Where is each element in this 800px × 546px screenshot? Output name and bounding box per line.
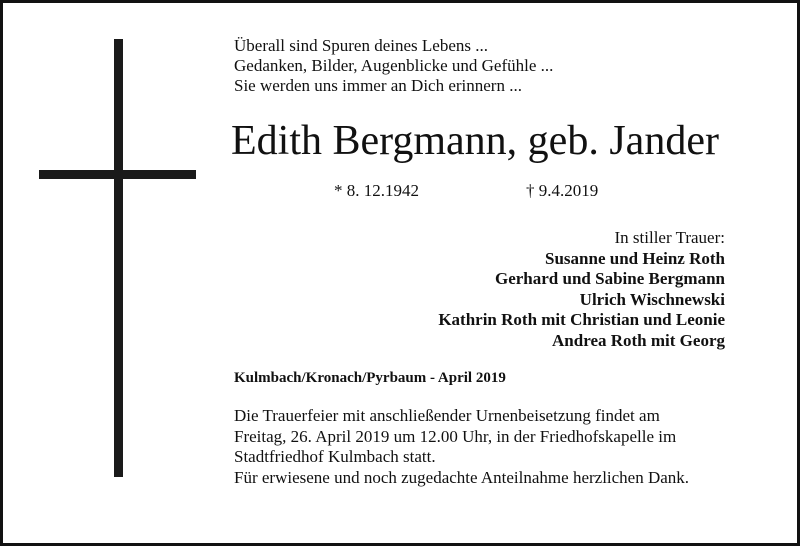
birth-date: * 8. 12.1942 (334, 181, 419, 200)
service-line: Stadtfriedhof Kulmbach statt. (234, 447, 436, 466)
mourners-intro: In stiller Trauer: (614, 228, 725, 247)
mourner-name: Gerhard und Sabine Bergmann (494, 269, 725, 288)
poem-line: Überall sind Spuren deines Lebens ... (234, 36, 488, 55)
service-line: Freitag, 26. April 2019 um 12.00 Uhr, in der Friedhofskapelle im (234, 426, 677, 446)
poem-line: Gedanken, Bilder, Augenblicke und Gefühle ... (234, 56, 554, 75)
mourner-name: Kathrin Roth mit Christian und Leonie (438, 310, 725, 329)
memorial-poem (234, 36, 553, 96)
service-line: Die Trauerfeier mit anschließender Urnenbeisetzung findet am (234, 406, 660, 425)
mourner-name: Andrea Roth mit Georg (552, 330, 725, 350)
mourner-name: Ulrich Wischnewski (579, 289, 725, 309)
mourners-block (438, 228, 725, 351)
place-and-date: Kulmbach/Kronach/Pyrbaum - April 2019 (234, 370, 506, 386)
cross-horizontal-bar (39, 170, 196, 179)
deceased-name: Edith Bergmann, geb. Jander (231, 118, 719, 164)
funeral-service-notice (234, 406, 689, 488)
cross-vertical-bar (114, 39, 123, 477)
death-date: † 9.4.2019 (526, 181, 599, 200)
service-line: Für erwiesene und noch zugedachte Anteilnahme herzlichen Dank. (234, 467, 690, 487)
mourner-name: Susanne und Heinz Roth (545, 248, 725, 268)
poem-line: Sie werden uns immer an Dich erinnern ... (234, 76, 522, 95)
